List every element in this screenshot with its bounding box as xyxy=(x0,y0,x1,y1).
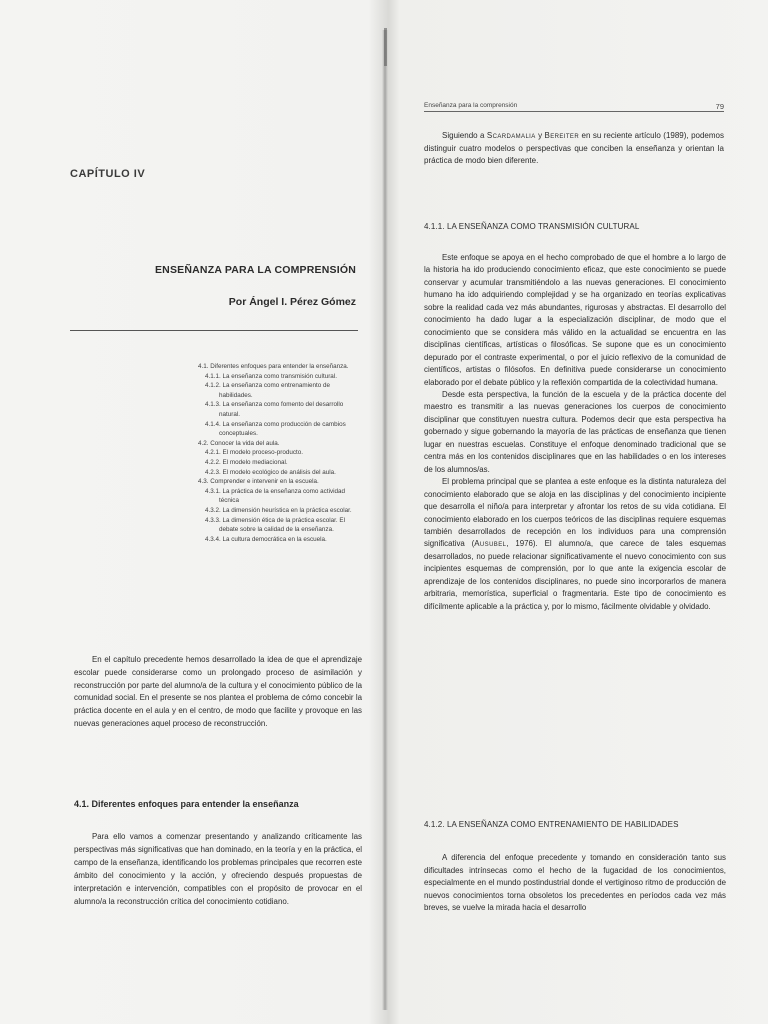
body-paragraph: Siguiendo a Scardamalia y Bereiter en su reciente artículo (1989), podemos distinguir cuatro modelos o perspectivas que conciben la enseñanza y orientan la práctica de modo bien diferente. xyxy=(424,131,724,165)
toc-item: 4.2. Conocer la vida del aula. xyxy=(198,439,280,447)
title-rule xyxy=(70,330,358,331)
subsection-body xyxy=(424,852,726,915)
section-paragraph-block xyxy=(74,830,362,908)
body-paragraph: El problema principal que se plantea a este enfoque es la distinta naturaleza del conocimiento elaborado que se aloja en las disciplinas y del conocimiento incipiente que desarrolla el niño/a para interpretar y afrontar los retos de su vida cotidiana. El conocimiento elaborado en los cuerpos teóricos de las disciplinas requiere esquemas también desarrollados de recepción en los individuos para una comprensión significativa (Ausubel, 1976). El alumno/a, que carece de tales esquemas desarrollados, no puede relacionar significativamente el nuevo conocimiento con sus incipientes esquemas de comprensión, por lo que ante la exigencia escolar de aprendizaje de los contenidos disciplinares, no puede sino incorporarlos de manera arbitraria, memorística, superficial o fragmentaria. Este tipo de conocimiento es difícilmente aplicable a la práctica y, por lo mismo, fácilmente olvidable y olvidado. xyxy=(424,477,726,611)
gutter-shadow xyxy=(384,28,387,66)
running-head xyxy=(424,102,724,112)
subsection-heading: 4.1.1. LA ENSEÑANZA COMO TRANSMISIÓN CULTURAL xyxy=(424,222,640,231)
toc-item: 4.3.3. La dimensión ética de la práctica escolar. El debate sobre la calidad de la enseñanza. xyxy=(205,516,346,534)
book-gutter xyxy=(382,30,388,1010)
body-paragraph: Desde esta perspectiva, la función de la escuela y de la práctica docente del maestro es transmitir a las nuevas generaciones los cuerpos de conocimiento disciplinar que constituyen nuestra cultura. Podemos decir que esta perspectiva ha gobernado y sigue gobernando la mayoría de las prácticas de enseñanza que tienen lugar en nuestras escuelas. Constituye el enfoque denominado tradicional que se centra más en los contenidos disciplinares que en las habilidades o en los intereses de los alumnos/as. xyxy=(424,389,726,474)
chapter-contents xyxy=(198,362,364,544)
toc-item: 4.2.3. El modelo ecológico de análisis del aula. xyxy=(205,468,336,476)
section-heading: 4.1. Diferentes enfoques para entender la enseñanza xyxy=(74,799,299,809)
body-paragraph: A diferencia del enfoque precedente y tomando en consideración tanto sus dificultades intrínsecas como el hecho de la fugacidad de los conocimientos, especialmente en el mundo postindustrial donde el vertiginoso ritmo de producción de nuevos conocimientos torna obsoletos los precedentes en períodos cada vez más breves, se vuelve la mirada hacia el desarrollo xyxy=(424,853,726,913)
body-paragraph: En el capítulo precedente hemos desarrollado la idea de que el aprendizaje escolar puede considerarse como un prolongado proceso de asimilación y reconstrucción por parte del alumno/a de la cultura y el conocimiento público de la comunidad social. En el presente se nos plantea el problema de cómo concebir la práctica docente en el aula y en el centro, de modo que facilite y provoque en las nuevas generaciones aquel proceso de reconstrucción. xyxy=(74,655,362,728)
right-page xyxy=(392,0,768,1024)
chapter-author: Por Ángel I. Pérez Gómez xyxy=(228,296,356,308)
toc-item: 4.1.4. La enseñanza como producción de cambios conceptuales. xyxy=(205,420,346,438)
toc-item: 4.1. Diferentes enfoques para entender la enseñanza. xyxy=(198,363,349,370)
toc-item: 4.3.1. La práctica de la enseñanza como actividad técnica xyxy=(205,487,346,505)
author-name: Scardamalia xyxy=(486,131,536,140)
toc-item: 4.2.1. El modelo proceso-producto. xyxy=(205,449,304,457)
chapter-label: CAPÍTULO IV xyxy=(70,168,146,180)
subsection-heading: 4.1.2. LA ENSEÑANZA COMO ENTRENAMIENTO DE HABILIDADES xyxy=(424,820,679,829)
body-paragraph: Para ello vamos a comenzar presentando y analizando críticamente las perspectivas más significativas que han dominado, en la teoría y en la práctica, el campo de la enseñanza, identificando los problemas principales que recorren este ámbito del conocimiento y la acción, y ofreciendo después propuestas de interpretación e intervención, compatibles con el propósito de provocar en el alumno/a la reconstrucción crítica del conocimiento cotidiano. xyxy=(74,832,362,906)
intro-paragraph-block xyxy=(424,130,724,168)
toc-item: 4.1.3. La enseñanza como fomento del desarrollo natural. xyxy=(205,401,344,418)
toc-item: 4.3. Comprender e intervenir en la escuela. xyxy=(198,478,319,486)
left-page xyxy=(0,0,382,1024)
toc-item: 4.3.2. La dimensión heurística en la práctica escolar. xyxy=(205,506,352,514)
page-number: 79 xyxy=(715,102,724,111)
running-head-title: Enseñanza para la comprensión xyxy=(424,102,518,109)
author-name: Bereiter xyxy=(544,131,580,140)
toc-item: 4.1.1. La enseñanza como transmisión cultural. xyxy=(205,372,337,380)
toc-item: 4.1.2. La enseñanza como entrenamiento de habilidades. xyxy=(205,382,330,399)
toc-item: 4.3.4. La cultura democrática en la escuela. xyxy=(205,535,327,543)
toc-item: 4.2.2. El modelo mediacional. xyxy=(205,458,288,466)
intro-paragraph-block xyxy=(74,654,362,731)
subsection-body xyxy=(424,252,726,613)
chapter-title: ENSEÑANZA PARA LA COMPRENSIÓN xyxy=(154,264,356,276)
author-name: Ausubel xyxy=(474,539,507,549)
body-paragraph: Este enfoque se apoya en el hecho comprobado de que el hombre a lo largo de la historia ha ido produciendo conocimiento eficaz, que este conocimiento se puede conservar y acumular transmitiéndolo a las nuevas generaciones. El conocimiento humano ha ido adquiriendo complejidad y se ha organizado en teorías explicativas sobre la realidad cada vez más abundantes, rigurosas y abstractas. El desarrollo del conocimiento ha dado lugar a la especialización disciplinar, de modo que el conocimiento que se considera más válido en la actualidad se encuentra en las disciplinas científicas, artísticas o filosóficas. Se supone que es un conocimiento depurado por el contraste experimental, o por el juicio reflexivo de la comunidad de científicos, artistas o filósofos. En definitiva puede considerarse un conocimiento elaborado por el debate público y la reflexión compartida de la colectividad humana. xyxy=(424,253,726,387)
